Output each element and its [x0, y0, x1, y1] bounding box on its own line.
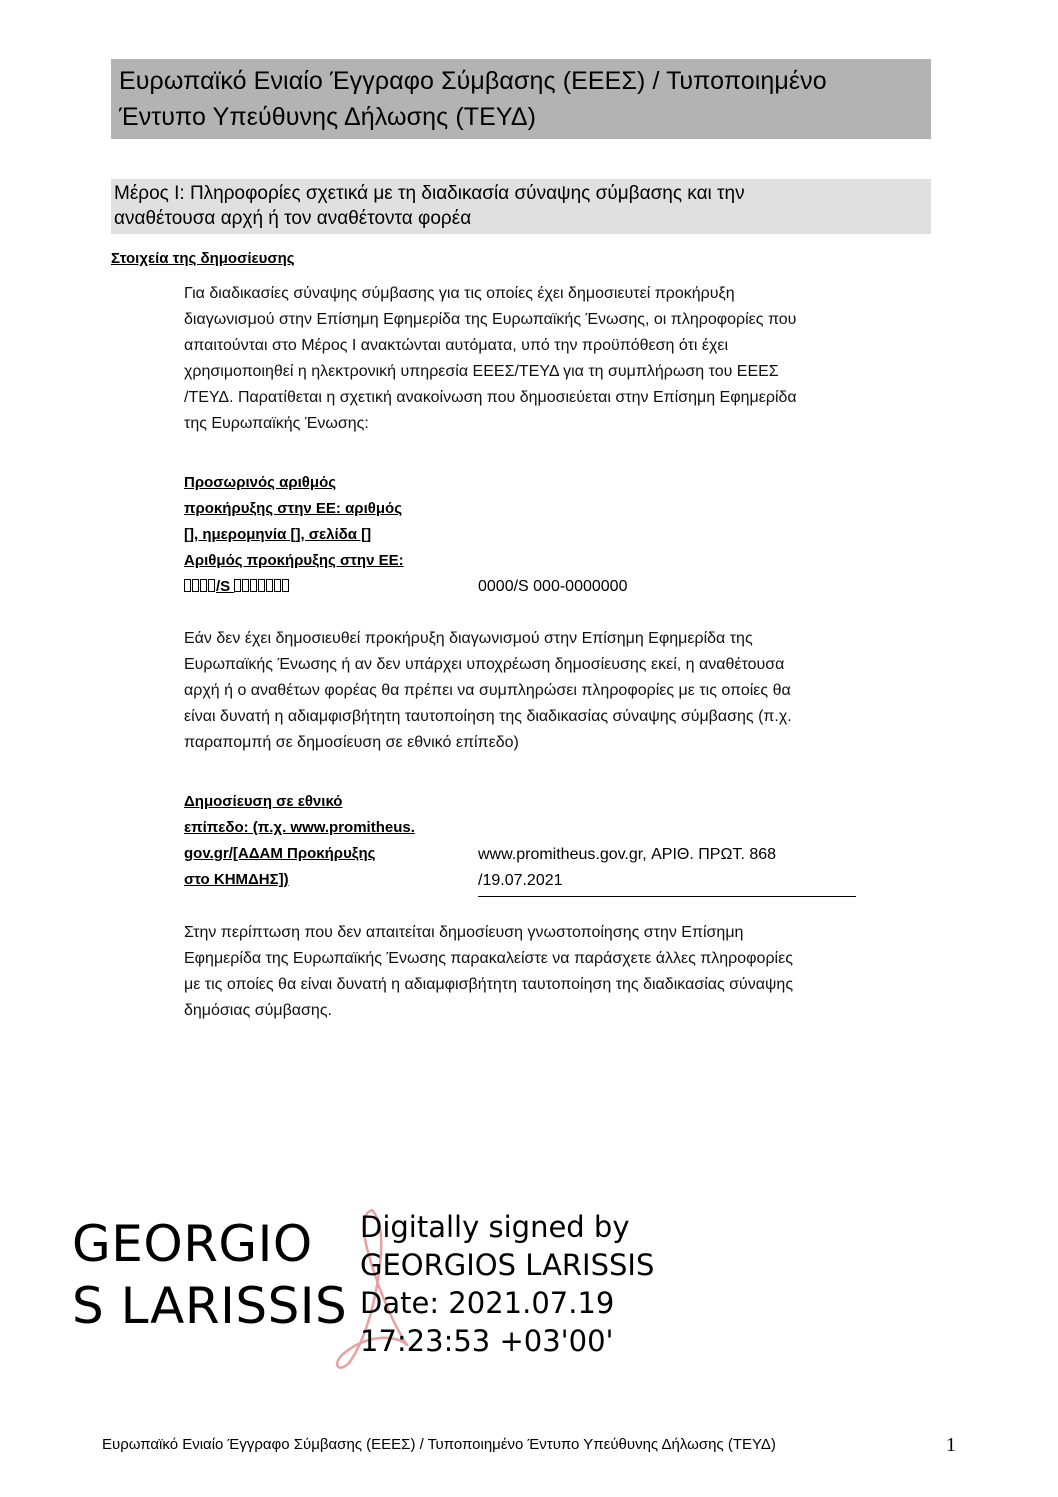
text-line: /ΤΕΥΔ. Παρατίθεται η σχετική ανακοίνωση που δημοσιεύεται στην Επίσημη Εφημερίδα — [184, 389, 797, 406]
text-line: παραπομπή σε δημοσίευση σε εθνικό επίπεδο) — [184, 734, 519, 751]
signature-detail-line: Digitally signed by — [360, 1210, 630, 1244]
value-line: www.promitheus.gov.gr, ΑΡΙΘ. ΠΡΩΤ. 868 — [478, 846, 777, 863]
digital-signature — [72, 1205, 672, 1375]
text-line: απαιτούνται στο Μέρος Ι ανακτώνται αυτόματα, υπό την προϋπόθεση ότι έχει — [184, 337, 729, 354]
text-line: διαγωνισμού στην Επίσημη Εφημερίδα της Ευρωπαϊκής Ένωσης, οι πληροφορίες που — [184, 311, 797, 328]
part-heading-box — [111, 179, 931, 234]
label-line: Προσωρινός αριθμός — [184, 474, 337, 491]
national-publication-label — [184, 789, 464, 893]
eu-notice-label — [184, 470, 464, 600]
value-line: /19.07.2021 — [478, 872, 563, 889]
text-line: δημόσιας σύμβασης. — [184, 1002, 332, 1019]
label-suffix: /S — [216, 578, 231, 595]
part-heading — [114, 181, 927, 231]
text-line: Εφημερίδα της Ευρωπαϊκής Ένωσης παρακαλείστε να παράσχετε άλλες πληροφορίες — [184, 950, 793, 967]
signature-detail-line: 17:23:53 +03'00' — [360, 1324, 614, 1358]
eu-notice-value: 0000/S 000-0000000 — [478, 578, 628, 595]
label-line: gov.gr/[ΑΔΑΜ Προκήρυξης — [184, 845, 376, 862]
signature-details — [360, 1208, 654, 1360]
signer-name-line-1: GEORGIO — [72, 1215, 313, 1273]
label-line: στο ΚΗΜΔΗΣ]) — [184, 871, 289, 888]
page-footer: Ευρωπαϊκό Ενιαίο Έγγραφο Σύμβασης (ΕΕΕΣ) / Τυποποιημένο Έντυπο Υπεύθυνης Δήλωσης (ΤΕΥΔ) — [102, 1436, 776, 1453]
signer-name-line-2: S LARISSIS — [72, 1277, 348, 1335]
title-line-2: Έντυπο Υπεύθυνης Δήλωσης (ΤΕΥΔ) — [119, 103, 537, 131]
text-line: χρησιμοποιηθεί η ηλεκτρονική υπηρεσία ΕΕΕΣ/ΤΕΥΔ για τη συμπλήρωση του ΕΕΕΣ — [184, 363, 779, 380]
text-line: Εάν δεν έχει δημοσιευθεί προκήρυξη διαγωνισμού στην Επίσημη Εφημερίδα της — [184, 630, 753, 647]
label-line: επίπεδο: (π.χ. www.promitheus. — [184, 819, 415, 836]
intro-paragraph — [184, 281, 934, 437]
national-publication-value — [478, 842, 856, 897]
part-heading-line-1: Μέρος Ι: Πληροφορίες σχετικά με τη διαδικασία σύναψης σύμβασης και την — [114, 183, 745, 204]
text-line: Για διαδικασίες σύναψης σύμβασης για τις οποίες έχει δημοσιευτεί προκήρυξη — [184, 285, 735, 302]
section-heading: Στοιχεία της δημοσίευσης — [111, 250, 295, 267]
text-line: αρχή ή ο αναθέτων φορέας θα πρέπει να συμπληρώσει πληροφορίες με τις οποίες θα — [184, 682, 791, 699]
label-line: Δημοσίευση σε εθνικό — [184, 793, 343, 810]
label-line: Αριθμός προκήρυξης στην ΕΕ: — [184, 552, 404, 569]
label-line: προκήρυξης στην ΕΕ: αριθμός — [184, 500, 402, 517]
title-line-1: Ευρωπαϊκό Ενιαίο Έγγραφο Σύμβασης (ΕΕΕΣ) / Τυποποιημένο — [119, 67, 827, 95]
text-line: της Ευρωπαϊκής Ένωσης: — [184, 415, 369, 432]
placeholder-boxes — [234, 578, 290, 595]
text-line: Ευρωπαϊκής Ένωσης ή αν δεν υπάρχει υποχρέωση δημοσίευσης εκεί, η αναθέτουσα — [184, 656, 785, 673]
signature-detail-line: Date: 2021.07.19 — [360, 1286, 615, 1320]
placeholder-boxes — [184, 578, 216, 595]
page-number: 1 — [946, 1434, 956, 1456]
part-heading-line-2: αναθέτουσα αρχή ή τον αναθέτοντα φορέα — [114, 208, 472, 229]
text-line: είναι δυνατή η αδιαμφισβήτητη ταυτοποίηση της διαδικασίας σύναψης σύμβασης (π.χ. — [184, 708, 792, 725]
signature-detail-line: GEORGIOS LARISSIS — [360, 1248, 655, 1282]
text-line: με τις οποίες θα είναι δυνατή η αδιαμφισβήτητη ταυτοποίηση της διαδικασίας σύναψης — [184, 976, 794, 993]
document-title-box — [111, 59, 931, 139]
not-published-paragraph — [184, 626, 934, 756]
label-line: [], ημερομηνία [], σελίδα [] — [184, 526, 372, 543]
signer-name — [72, 1213, 347, 1337]
document-title — [119, 63, 923, 135]
text-line: Στην περίπτωση που δεν απαιτείται δημοσίευση γνωστοποίησης στην Επίσημη — [184, 924, 744, 941]
closing-paragraph — [184, 920, 934, 1024]
